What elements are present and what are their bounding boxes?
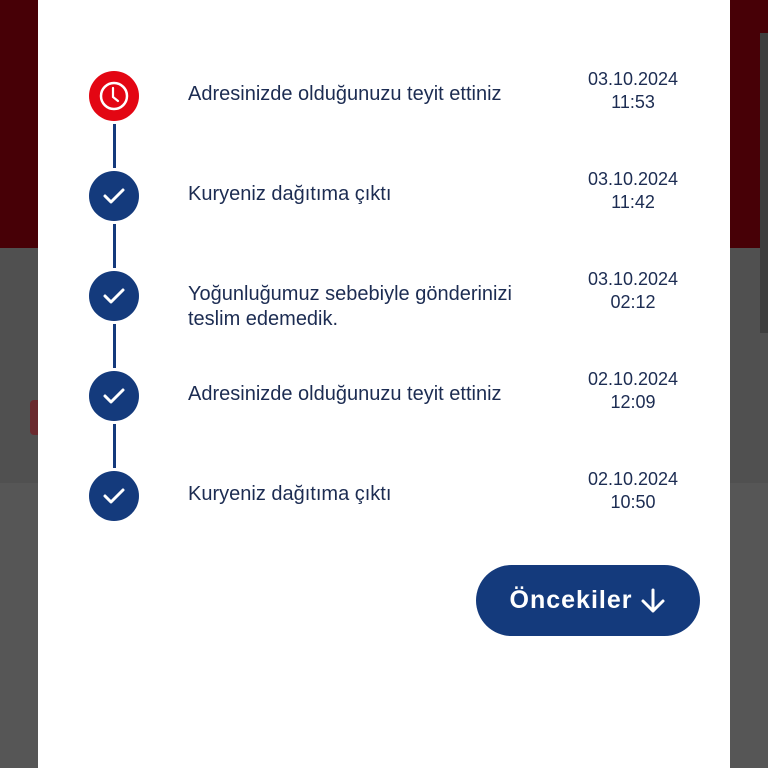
- status-dot: [89, 371, 139, 421]
- status-dot: [89, 471, 139, 521]
- event-time: 12:09: [610, 392, 656, 412]
- timeline-connector: [113, 424, 116, 468]
- event-datetime: [568, 68, 698, 114]
- event-datetime: [568, 368, 698, 414]
- event-date: 02.10.2024: [587, 469, 679, 489]
- check-icon: [99, 381, 129, 411]
- event-datetime: [568, 468, 698, 514]
- event-text: Adresinizde olduğunuzu teyit ettiniz: [188, 383, 502, 405]
- event-text: Kuryeniz dağıtıma çıktı: [188, 183, 392, 205]
- event-time: 02:12: [610, 292, 656, 312]
- previous-button-label: Öncekiler: [509, 586, 633, 614]
- tracking-history-modal: [38, 0, 730, 768]
- status-dot: [89, 171, 139, 221]
- event-time: 11:53: [611, 92, 655, 112]
- event-time: 11:42: [611, 192, 655, 212]
- event-date: 02.10.2024: [587, 369, 679, 389]
- timeline-connector: [113, 224, 116, 268]
- clock-icon: [97, 79, 131, 113]
- check-icon: [99, 181, 129, 211]
- timeline-connector: [113, 124, 116, 168]
- backdrop-strip: [760, 33, 768, 333]
- status-dot: [89, 71, 139, 121]
- event-text: Kuryeniz dağıtıma çıktı: [188, 483, 392, 505]
- event-datetime: [568, 168, 698, 214]
- check-icon: [99, 281, 129, 311]
- check-icon: [99, 481, 129, 511]
- event-datetime: [568, 268, 698, 314]
- event-text: Yoğunluğumuz sebebiyle gönderinizi teslim edemedik.: [188, 283, 512, 330]
- event-text: Adresinizde olduğunuzu teyit ettiniz: [188, 83, 502, 105]
- event-date: 03.10.2024: [587, 269, 679, 289]
- event-time: 10:50: [610, 492, 656, 512]
- event-date: 03.10.2024: [587, 69, 679, 89]
- event-date: 03.10.2024: [587, 169, 679, 189]
- timeline-item: [38, 469, 730, 596]
- status-dot: [89, 271, 139, 321]
- timeline-connector: [113, 324, 116, 368]
